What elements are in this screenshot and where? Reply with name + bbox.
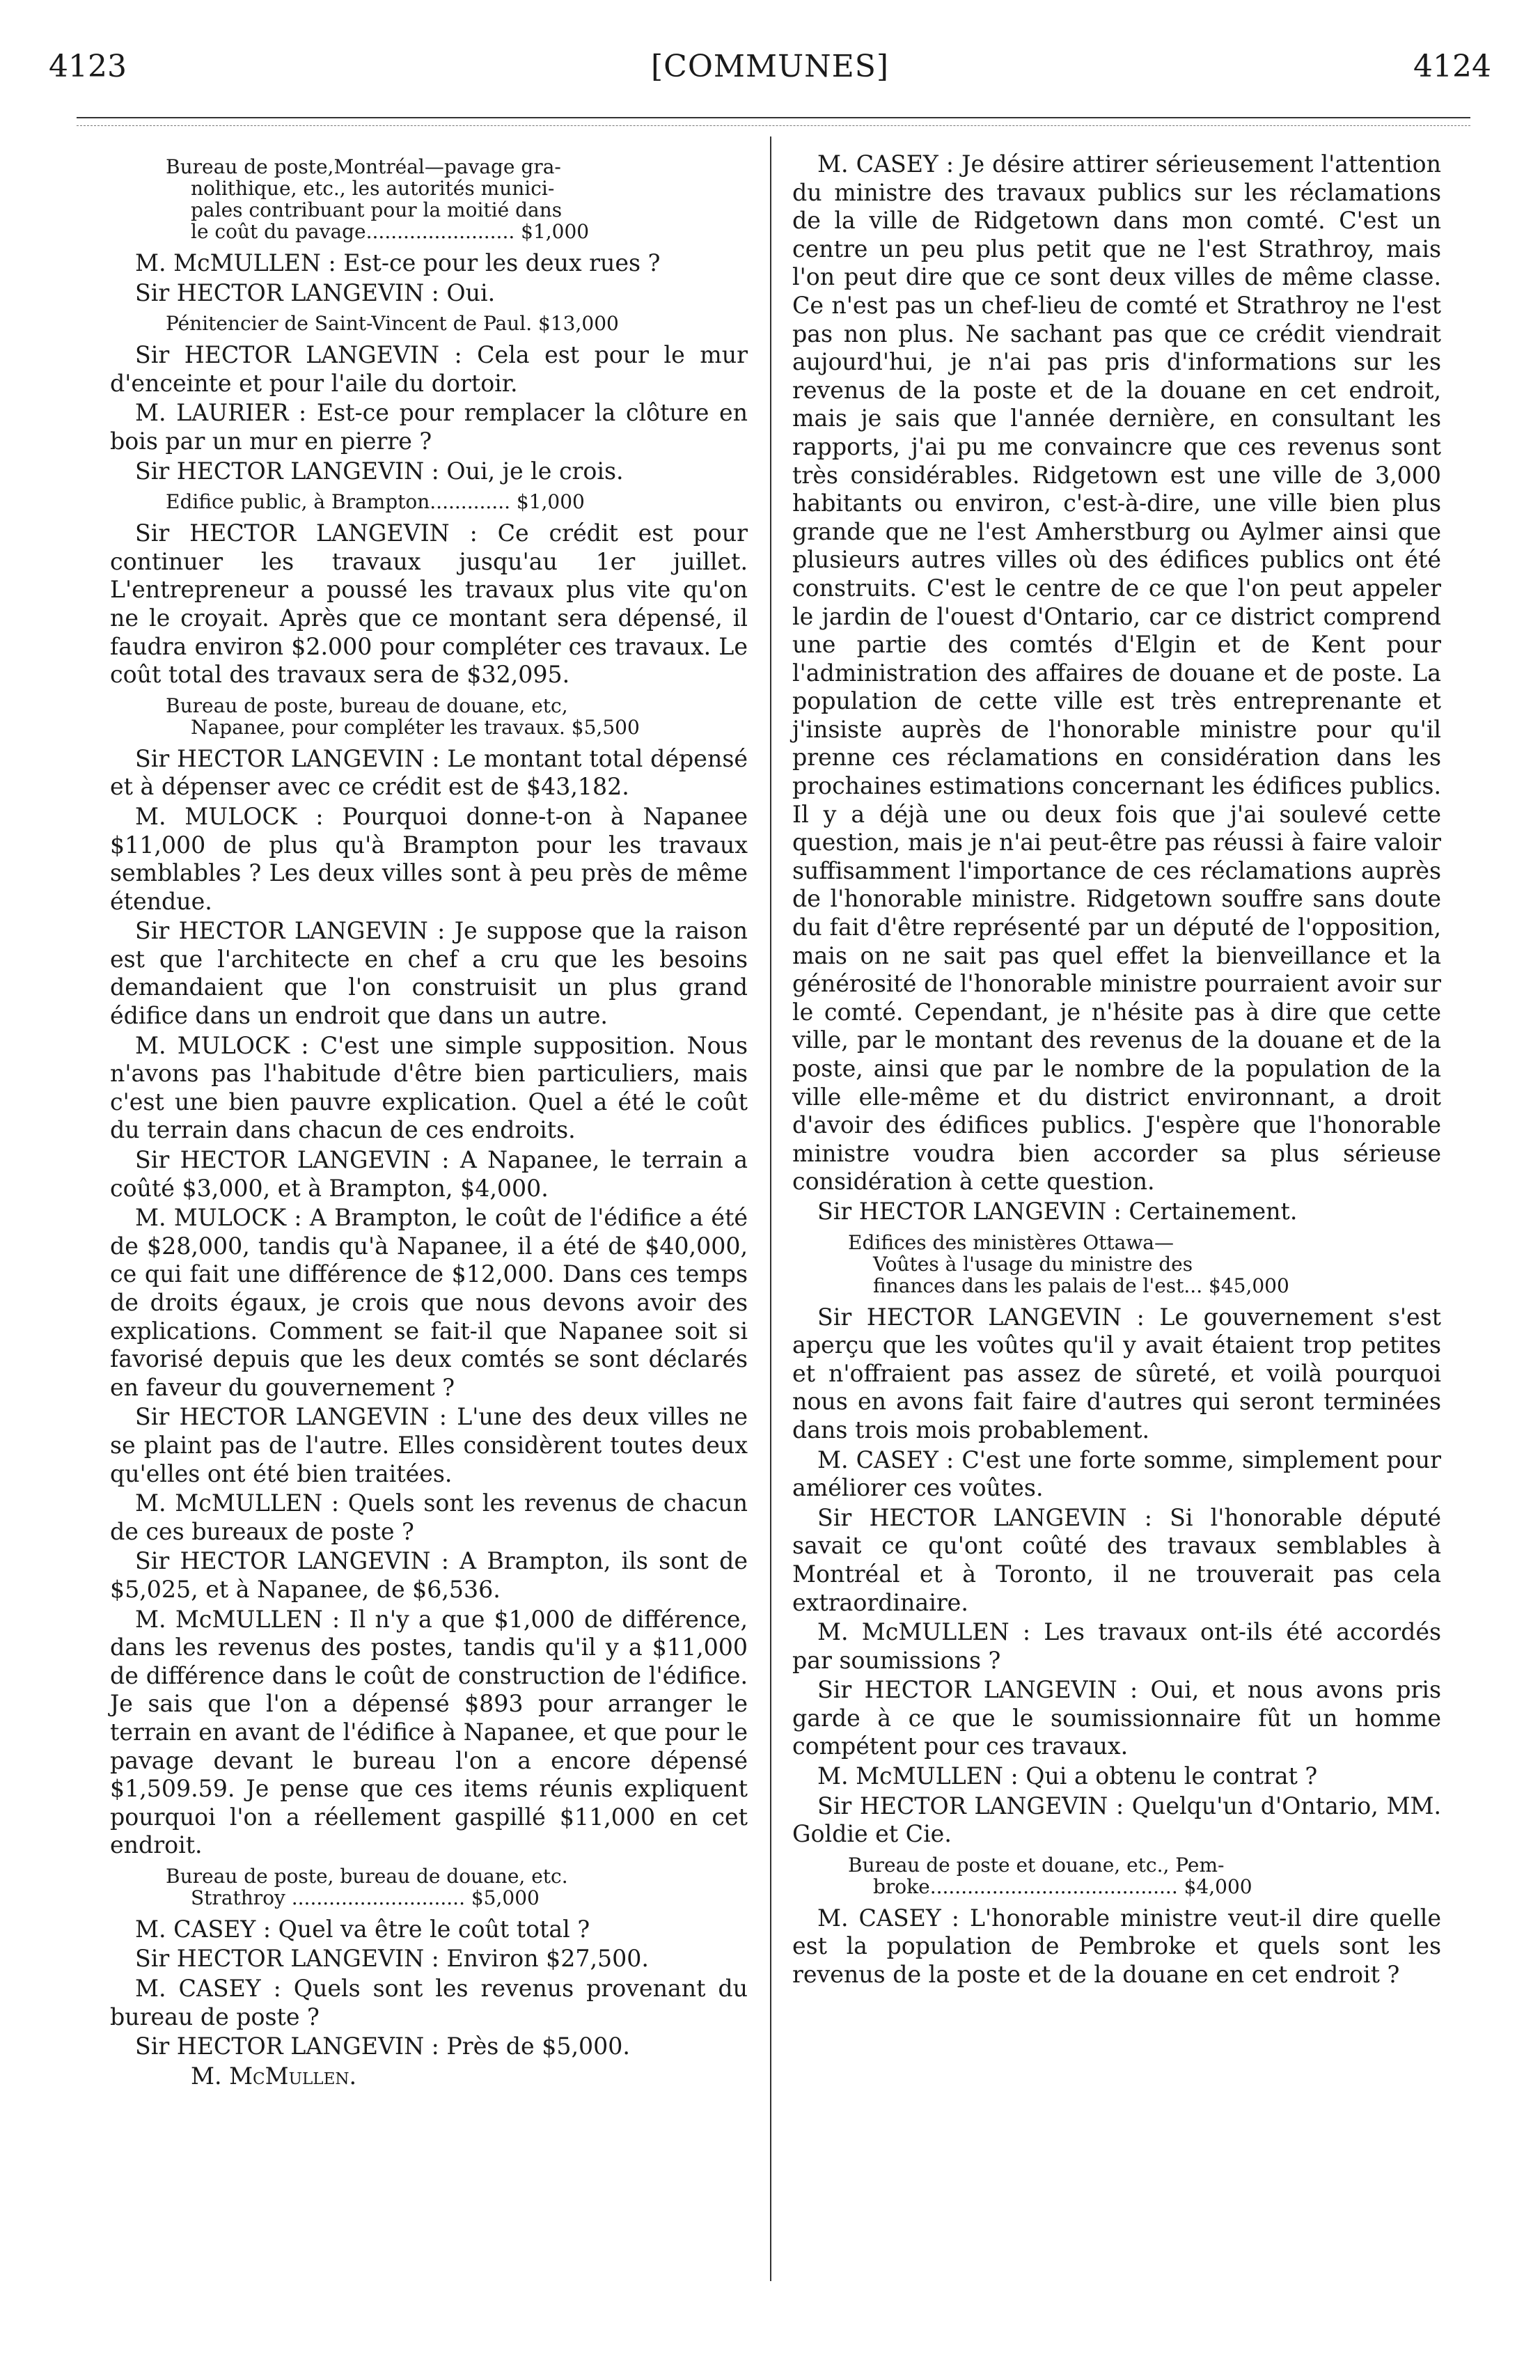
- speech-paragraph: Sir HECTOR LANGEVIN : Le montant total dépensé et à dépenser avec ce crédit est de $43,182.: [110, 744, 748, 801]
- header-rule-secondary: [77, 125, 1470, 126]
- speech-paragraph: Sir HECTOR LANGEVIN : Ce crédit est pour continuer les travaux jusqu'au 1er juillet. L'entrepreneur a poussé les travaux plus vite qu'on ne le croyait. Après que ce montant sera dépensé, il faudra environ $2.000 pour compléter ces travaux. Le coût total des travaux sera de $32,095.: [110, 519, 748, 689]
- speech-paragraph: Sir HECTOR LANGEVIN : A Napanee, le terrain a coûté $3,000, et à Brampton, $4,000.: [110, 1146, 748, 1202]
- estimate-item-line: Edifice public, à Brampton............. $1,000: [166, 490, 585, 514]
- page-number-right: 4124: [1413, 49, 1491, 84]
- estimate-item-line: Bureau de poste, bureau de douane, etc,: [166, 694, 568, 717]
- estimate-item-line: Pénitencier de Saint-Vincent de Paul. $13,000: [166, 312, 619, 336]
- speech-paragraph: M. McMULLEN : Est-ce pour les deux rues ?: [135, 249, 661, 276]
- speech-paragraph: Sir HECTOR LANGEVIN : Cela est pour le mur d'enceinte et pour l'aile du dortoir.: [110, 341, 748, 397]
- estimate-item-line: nolithique, etc., les autorités munici-: [191, 177, 555, 200]
- speech-paragraph: Sir HECTOR LANGEVIN : Oui.: [135, 279, 496, 306]
- estimate-item: [166, 313, 748, 334]
- speech-paragraph: M. McMULLEN : Il n'y a que $1,000 de différence, dans les revenus des postes, tandis qu'il y a $11,000 de différence dans le coût de construction de l'édifice. Je sais que l'on a dépensé $893 pour arranger le terrain en avant de l'édifice à Napanee, et que pour le pavage devant le bureau l'on a encore dépensé $1,509.59. Je pense que ces items réunis expliquent pourquoi l'on a réellement gaspillé $11,000 en cet endroit.: [110, 1605, 748, 1859]
- speech-paragraph: Sir HECTOR LANGEVIN : Si l'honorable député savait ce qu'ont coûté des travaux semblables à Montréal et à Toronto, il ne trouverait pas cela extraordinaire.: [792, 1503, 1441, 1616]
- speech-paragraph: M. MULOCK : C'est une simple supposition. Nous n'avons pas l'habitude d'être bien particuliers, mais c'est une bien pauvre explication. Quel a été le coût du terrain dans chacun de ces endroits.: [110, 1031, 748, 1144]
- page-number-left: 4123: [49, 49, 127, 84]
- speech-paragraph: Sir HECTOR LANGEVIN : Environ $27,500.: [135, 1945, 649, 1973]
- page-header: [49, 49, 1491, 91]
- estimate-item: [848, 1232, 1441, 1297]
- estimate-item-line: Strathroy ............................ $5,000: [191, 1886, 540, 1909]
- estimate-item-line: finances dans les palais de l'est... $45,000: [873, 1274, 1289, 1297]
- speech-paragraph: Sir HECTOR LANGEVIN : Près de $5,000.: [135, 2033, 630, 2060]
- speech-paragraph: M. LAURIER : Est-ce pour remplacer la clôture en bois par un mur en pierre ?: [110, 399, 748, 455]
- estimate-item-line: le coût du pavage........................ $1,000: [191, 220, 590, 243]
- speaker-line: M. McMullen.: [191, 2062, 357, 2090]
- speech-paragraph: M. CASEY : Quels sont les revenus provenant du bureau de poste ?: [110, 1975, 748, 2030]
- estimate-item: [166, 156, 748, 242]
- estimate-item: [166, 491, 748, 512]
- speech-paragraph: M. CASEY : C'est une forte somme, simplement pour améliorer ces voûtes.: [792, 1446, 1441, 1502]
- right-column: [792, 150, 1441, 1991]
- speech-paragraph: M. CASEY : L'honorable ministre veut-il dire quelle est la population de Pembroke et quels sont les revenus de la poste et de la douane en cet endroit ?: [792, 1904, 1441, 1989]
- speech-paragraph: Sir HECTOR LANGEVIN : Certainement.: [817, 1197, 1298, 1225]
- estimate-item-line: Bureau de poste,Montréal—pavage gra-: [166, 155, 561, 178]
- speech-paragraph: M. CASEY : Quel va être le coût total ?: [135, 1915, 590, 1943]
- speech-paragraph: Sir HECTOR LANGEVIN : A Brampton, ils sont de $5,025, et à Napanee, de $6,536.: [110, 1547, 748, 1603]
- speech-paragraph: Sir HECTOR LANGEVIN : Le gouvernement s'est aperçu que les voûtes qu'il y avait étaient trop petites et n'offraient pas assez de sûreté, et voilà pourquoi nous en avons fait faire d'autres qui seront terminées dans trois mois probablement.: [792, 1303, 1441, 1443]
- speech-paragraph: Sir HECTOR LANGEVIN : Oui, et nous avons pris garde à ce que le soumissionnaire fût un homme compétent pour ces travaux.: [792, 1676, 1441, 1760]
- estimate-item-line: Bureau de poste et douane, etc., Pem-: [848, 1853, 1225, 1877]
- estimate-item-line: broke........................................ $4,000: [873, 1874, 1252, 1898]
- speech-paragraph: M. McMULLEN : Qui a obtenu le contrat ?: [817, 1762, 1318, 1790]
- speech-paragraph: M. MULOCK : A Brampton, le coût de l'édifice a été de $28,000, tandis qu'à Napanee, il a été de $40,000, ce qui fait une différence de $12,000. Dans ces temps de droits égaux, je crois que nous devons avoir des explications. Comment se fait-il que Napanee soit si favorisé depuis que les deux comtés se sont déclarés en faveur du gouvernement ?: [110, 1204, 748, 1401]
- estimate-item: [848, 1854, 1441, 1897]
- estimate-item: [166, 695, 748, 738]
- speech-paragraph: M. CASEY : Je désire attirer sérieusement l'attention du ministre des travaux publics sur les réclamations de la ville de Ridgetown dans mon comté. C'est un centre un peu plus petit que ne l'est Strathroy, mais l'on peut dire que ce sont deux villes de même classe. Ce n'est pas un chef-lieu de comté et Strathroy ne l'est pas non plus. Ne sachant pas que ce crédit viendrait aujourd'hui, je n'ai pas pris d'informations sur les revenus de la poste et de la douane en cet endroit, mais je sais que l'année dernière, en consultant les rapports, j'ai pu me convaincre que ces revenus sont très considérables. Ridgetown est une ville de 3,000 habitants ou environ, c'est-à-dire, une ville bien plus grande que ne l'est Amherstburg ou Aylmer ainsi que plusieurs autres villes où des édifices publics ont été construits. C'est le centre de ce que l'on peut appeler le jardin de l'ouest d'Ontario, car ce district comprend une partie des comtés d'Elgin et de Kent pour l'administration des affaires de douane et de poste. La population de cette ville est très entreprenante et j'insiste auprès de l'honorable ministre pour qu'il prenne ces réclamations en considération dans les prochaines estimations concernant les édifices publics. Il y a déjà une ou deux fois que j'ai soulevé cette question, mais je n'ai peut-être pas réussi à faire valoir suffisamment l'importance de ces réclamations auprès de l'honorable ministre. Ridgetown souffre sans doute du fait d'être représenté par un député de l'opposition, mais on ne sait pas quel effet la bienveillance et la générosité de l'honorable ministre pourraient avoir sur le comté. Cependant, je n'hésite pas à dire que cette ville, par le montant des revenus de la douane et de la poste, ainsi que par le nombre de la population de la ville elle-même et du district environnant, a droit d'avoir des édifices publics. J'espère que l'honorable ministre voudra bien accorder sa plus sérieuse considération à cette question.: [792, 150, 1441, 1196]
- estimate-item-line: Edifices des ministères Ottawa—: [848, 1230, 1174, 1254]
- header-rule: [77, 117, 1470, 118]
- speech-paragraph: Sir HECTOR LANGEVIN : L'une des deux villes ne se plaint pas de l'autre. Elles considèrent toutes deux qu'elles ont été bien traitées.: [110, 1403, 748, 1487]
- speech-paragraph: Sir HECTOR LANGEVIN : Quelqu'un d'Ontario, MM. Goldie et Cie.: [792, 1792, 1441, 1848]
- left-column: [110, 150, 748, 2090]
- speech-paragraph: M. MULOCK : Pourquoi donne-t-on à Napanee $11,000 de plus qu'à Brampton pour les travaux semblables ? Les deux villes sont à peu près de même étendue.: [110, 802, 748, 915]
- estimate-item-line: Voûtes à l'usage du ministre des: [873, 1252, 1193, 1276]
- speech-paragraph: M. McMULLEN : Quels sont les revenus de chacun de ces bureaux de poste ?: [110, 1489, 748, 1545]
- speech-paragraph: Sir HECTOR LANGEVIN : Oui, je le crois.: [135, 457, 624, 485]
- running-title: [COMMUNES]: [650, 49, 890, 84]
- speech-paragraph: M. McMULLEN : Les travaux ont-ils été accordés par soumissions ?: [792, 1618, 1441, 1674]
- estimate-item-line: Bureau de poste, bureau de douane, etc.: [166, 1864, 568, 1888]
- estimate-item-line: Napanee, pour compléter les travaux. $5,500: [191, 715, 640, 739]
- speech-paragraph: Sir HECTOR LANGEVIN : Je suppose que la raison est que l'architecte en chef a cru que les besoins demandaient que l'on construisit un plus grand édifice dans un endroit que dans un autre.: [110, 917, 748, 1030]
- estimate-item-line: pales contribuant pour la moitié dans: [191, 198, 563, 221]
- column-divider: [770, 136, 771, 2281]
- estimate-item: [166, 1865, 748, 1909]
